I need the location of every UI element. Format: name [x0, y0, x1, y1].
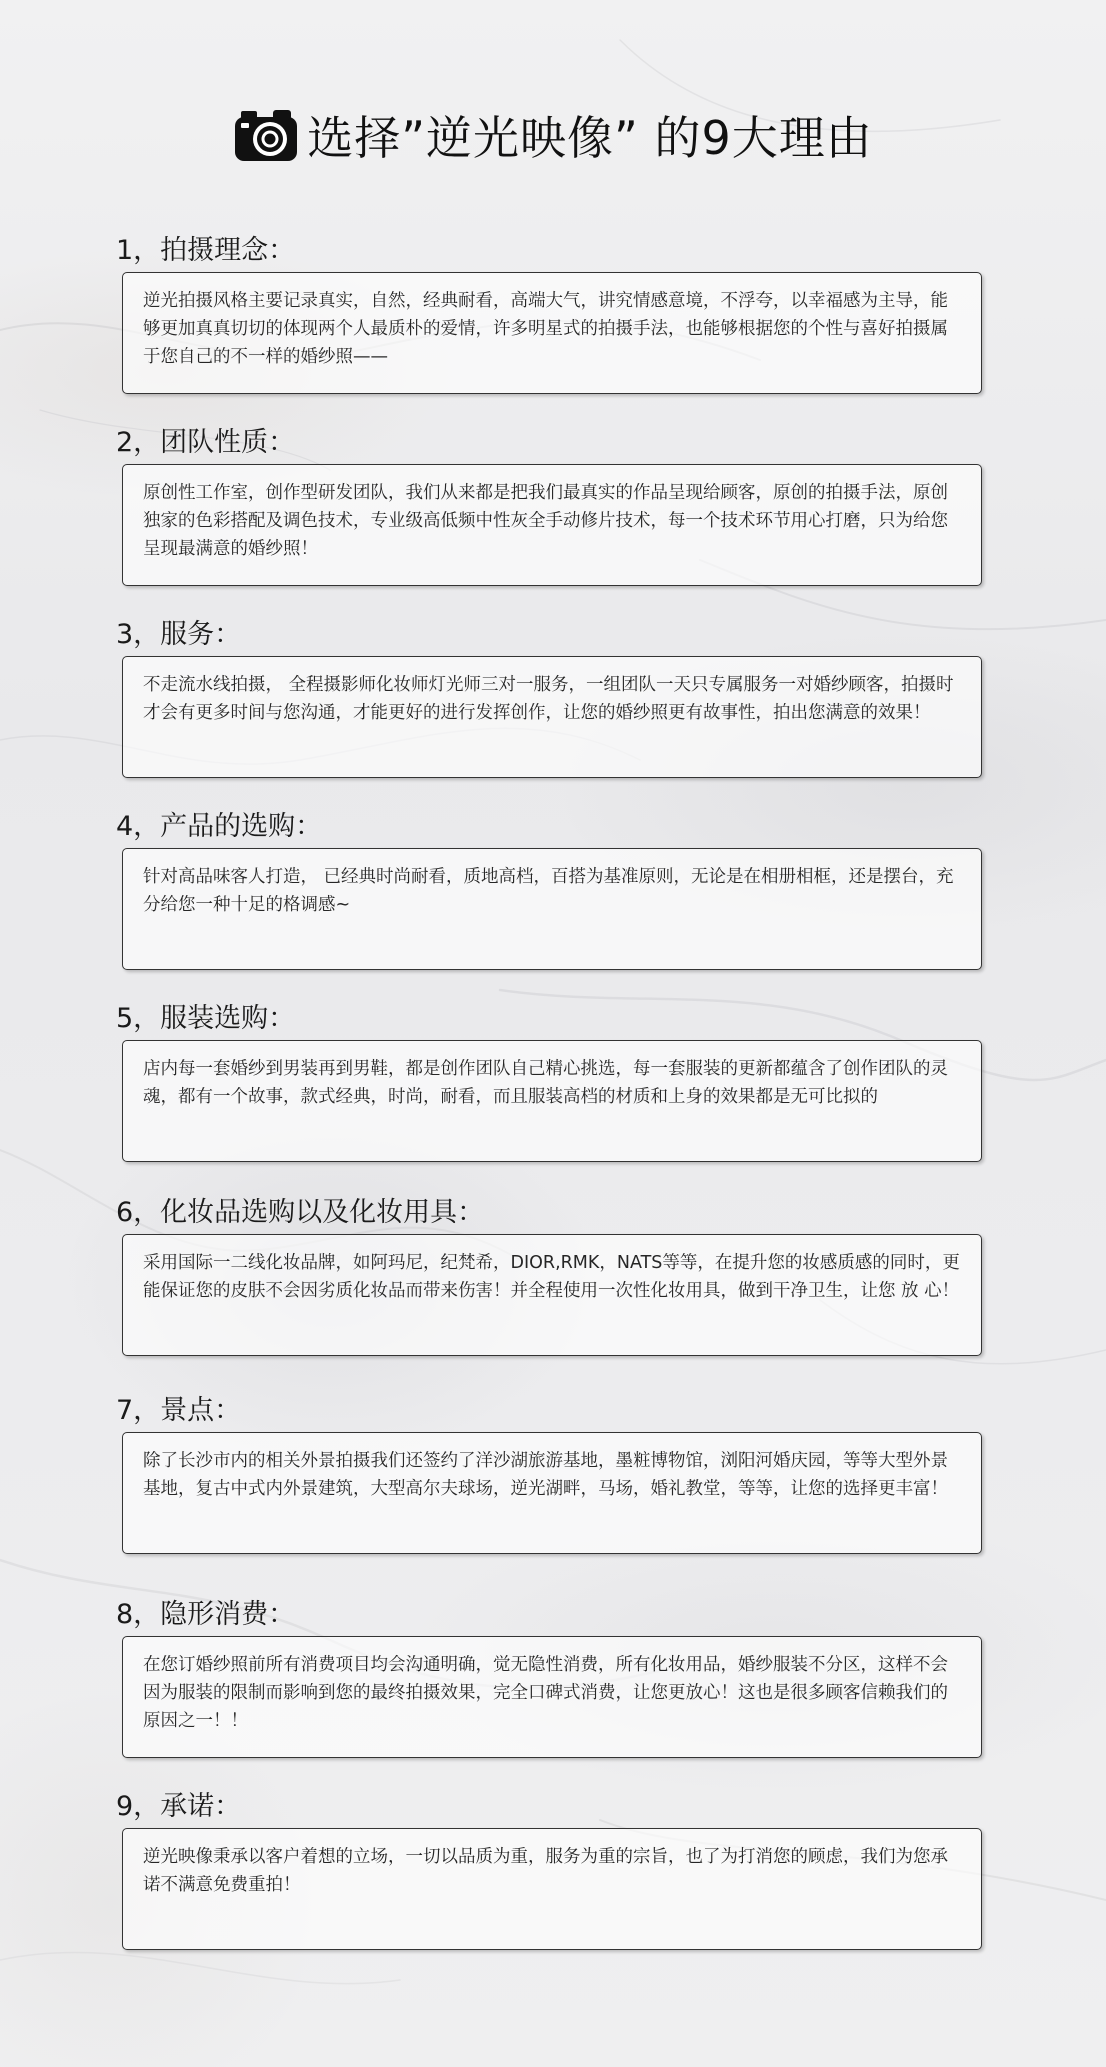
section-body: 针对高品味客人打造， 已经典时尚耐看，质地高档，百搭为基准原则，无论是在相册相框，还是摆台，充分给您一种十足的格调感~ — [122, 848, 982, 970]
section-body: 逆光映像秉承以客户着想的立场，一切以品质为重，服务为重的宗旨，也了为打消您的顾虑，我们为您承诺不满意免费重拍！ — [122, 1828, 982, 1950]
section-heading: 9，承诺： — [116, 1791, 242, 1822]
section-heading: 3，服务： — [116, 619, 242, 650]
section-heading: 5，服装选购： — [116, 1003, 296, 1034]
page-header — [0, 100, 1106, 170]
section-body: 采用国际一二线化妆品牌，如阿玛尼，纪梵希，DIOR,RMK，NATS等等，在提升您的妆感质感的同时，更能保证您的皮肤不会因劣质化妆品而带来伤害！并全程使用一次性化妆用具，做到干净卫生，让您 放 心！ — [122, 1234, 982, 1356]
page-title: 选择”逆光映像” 的9大理由 — [307, 111, 873, 165]
section-body: 不走流水线拍摄， 全程摄影师化妆师灯光师三对一服务，一组团队一天只专属服务一对婚纱顾客，拍摄时才会有更多时间与您沟通，才能更好的进行发挥创作，让您的婚纱照更有故事性，拍出您满意的效果！ — [122, 656, 982, 778]
section-heading: 4，产品的选购： — [116, 811, 323, 842]
section-heading: 1，拍摄理念： — [116, 235, 296, 266]
section-heading: 2，团队性质： — [116, 427, 296, 458]
section-body: 在您订婚纱照前所有消费项目均会沟通明确，觉无隐性消费，所有化妆用品，婚纱服装不分区，这样不会因为服装的限制而影响到您的最终拍摄效果，完全口碑式消费，让您更放心！这也是很多顾客信赖我们的原因之一！！ — [122, 1636, 982, 1758]
section-body: 原创性工作室，创作型研发团队，我们从来都是把我们最真实的作品呈现给顾客，原创的拍摄手法，原创独家的色彩搭配及调色技术，专业级高低频中性灰全手动修片技术，每一个技术环节用心打磨，只为给您呈现最满意的婚纱照！ — [122, 464, 982, 586]
camera-icon — [233, 107, 299, 163]
section-heading: 7，景点： — [116, 1395, 242, 1426]
section-heading: 8，隐形消费： — [116, 1599, 296, 1630]
section-body: 店内每一套婚纱到男装再到男鞋，都是创作团队自己精心挑选，每一套服装的更新都蕴含了创作团队的灵魂，都有一个故事，款式经典，时尚，耐看，而且服装高档的材质和上身的效果都是无可比拟的 — [122, 1040, 982, 1162]
section-body: 逆光拍摄风格主要记录真实，自然，经典耐看，高端大气，讲究情感意境，不浮夸，以幸福感为主导，能够更加真真切切的体现两个人最质朴的爱情，许多明星式的拍摄手法，也能够根据您的个性与喜好拍摄属于您自己的不一样的婚纱照—— — [122, 272, 982, 394]
section-body: 除了长沙市内的相关外景拍摄我们还签约了洋沙湖旅游基地，墨粧博物馆，浏阳河婚庆园，等等大型外景基地，复古中式内外景建筑，大型高尔夫球场，逆光湖畔，马场，婚礼教堂，等等，让您的选择更丰富！ — [122, 1432, 982, 1554]
section-heading: 6，化妆品选购以及化妆用具： — [116, 1197, 485, 1228]
